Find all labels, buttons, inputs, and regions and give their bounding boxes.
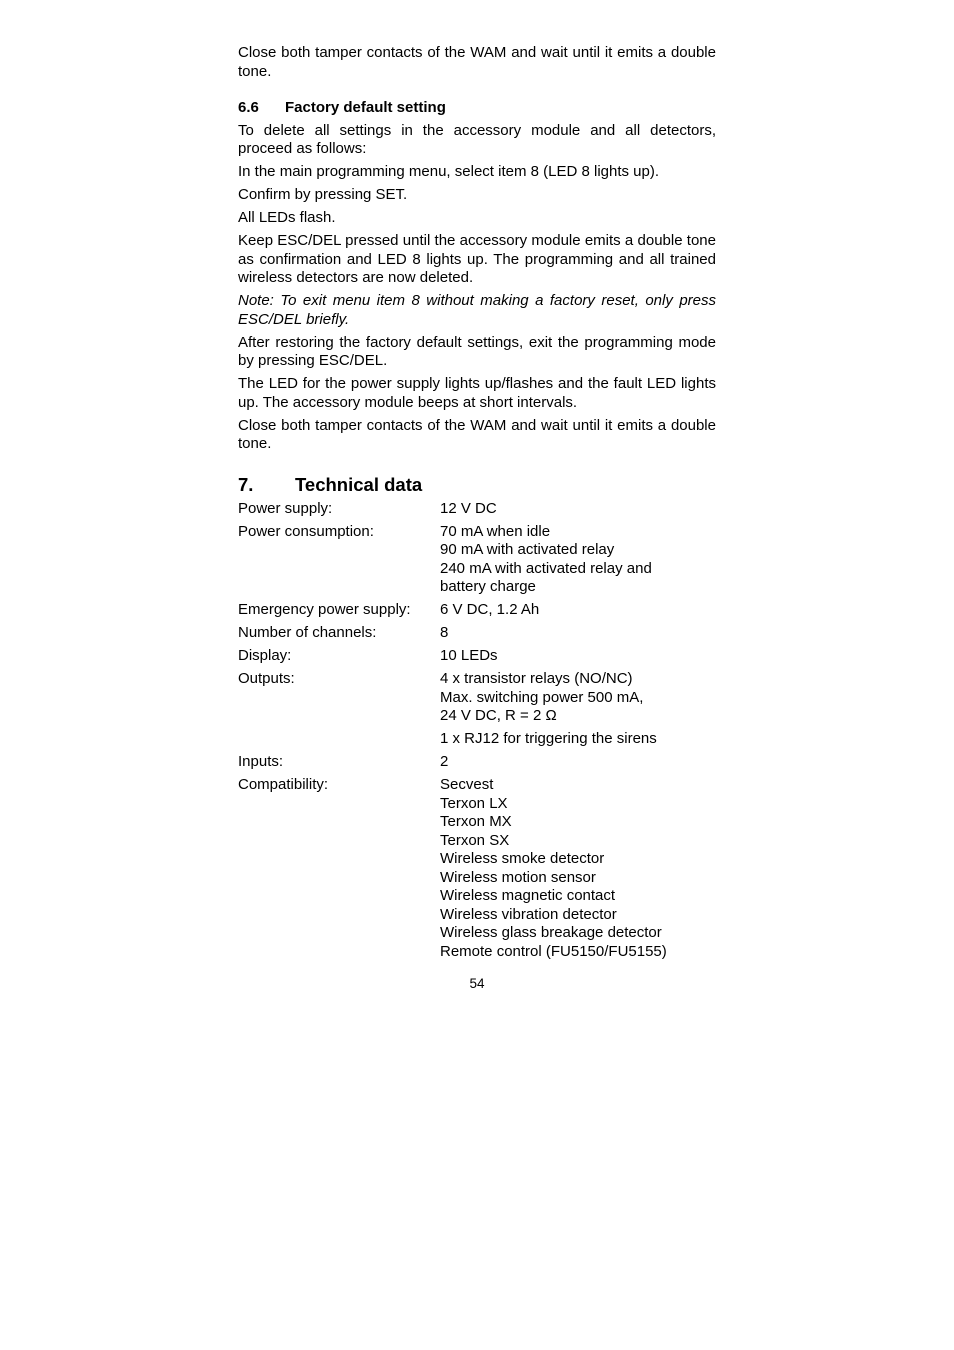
tech-value-line: Secvest (440, 776, 494, 793)
chapter-title: Technical data (295, 473, 423, 495)
tech-row (238, 776, 716, 961)
page-number: 54 (469, 976, 485, 991)
tech-label: Display: (238, 647, 292, 664)
tech-value (440, 601, 716, 620)
tech-value-line: 2 (440, 753, 449, 770)
tech-label: Number of channels: (238, 624, 377, 641)
tech-label: Compatibility: (238, 776, 329, 793)
tech-value-line: Remote control (FU5150/FU5155) (440, 942, 667, 960)
tech-row (238, 523, 716, 597)
tech-value-line: Terxon LX (440, 794, 508, 812)
tech-label: Emergency power supply: (238, 601, 411, 618)
tech-value (440, 776, 716, 961)
tech-row (238, 647, 716, 666)
tech-value-line: battery charge (440, 578, 536, 595)
tech-value (440, 753, 716, 772)
tech-value (440, 647, 716, 666)
tech-value (440, 624, 716, 643)
chapter-number: 7. (238, 473, 254, 495)
tech-value (440, 500, 716, 519)
tech-label: Outputs: (238, 670, 295, 687)
tech-value-line: Terxon MX (440, 813, 512, 830)
tech-value-line: Wireless magnetic contact (440, 887, 616, 904)
paragraph: Keep ESC/DEL pressed until the accessory module emits a double tone as confirmation and LED 8 lights up. The programming and all trained wireless detectors are now deleted. (238, 232, 716, 286)
tech-value-line: Wireless vibration detector (440, 905, 617, 923)
tech-value-line: 6 V DC, 1.2 Ah (440, 601, 540, 618)
intro-paragraph: Close both tamper contacts of the WAM and wait until it emits a double tone. (238, 44, 716, 80)
page-content (238, 44, 716, 966)
paragraph: In the main programming menu, select item 8 (LED 8 lights up). (238, 163, 660, 180)
tech-value-line: 12 V DC (440, 499, 497, 517)
tech-value-line: 70 mA when idle (440, 522, 551, 540)
tech-value-line: 90 mA with activated relay (440, 541, 615, 558)
section-heading-6-6 (238, 99, 716, 118)
paragraph: To delete all settings in the accessory module and all detectors, proceed as follows: (238, 121, 716, 157)
tech-value-line: 8 (440, 624, 449, 641)
tech-label: Power consumption: (238, 522, 374, 540)
tech-value-line: Wireless motion sensor (440, 868, 596, 886)
tech-row (238, 670, 716, 749)
tech-value-line: 10 LEDs (440, 647, 498, 664)
technical-data-table (238, 500, 716, 962)
tech-label: Power supply: (238, 499, 333, 517)
tech-value-line: Wireless glass breakage detector (440, 924, 662, 941)
tech-value-line: 1 x RJ12 for triggering the sirens (440, 730, 657, 747)
paragraph: The LED for the power supply lights up/flashes and the fault LED lights up. The accessory module beeps at short intervals. (238, 375, 716, 411)
paragraph: Confirm by pressing SET. (238, 186, 408, 203)
tech-row (238, 500, 716, 519)
tech-row (238, 753, 716, 772)
tech-row (238, 624, 716, 643)
tech-value-line: Wireless smoke detector (440, 850, 605, 867)
tech-value (440, 523, 716, 597)
section-title: Factory default setting (285, 99, 446, 116)
section-number: 6.6 (238, 99, 259, 116)
tech-row (238, 601, 716, 620)
paragraph: After restoring the factory default settings, exit the programming mode by pressing ESC/DEL. (238, 333, 716, 369)
chapter-heading-7 (238, 474, 716, 496)
note-paragraph: Note: To exit menu item 8 without making a factory reset, only press ESC/DEL briefly. (238, 292, 716, 328)
paragraph: Close both tamper contacts of the WAM and wait until it emits a double tone. (238, 416, 716, 452)
tech-value (440, 670, 716, 749)
tech-value-line: 240 mA with activated relay and (440, 559, 652, 577)
paragraph: All LEDs flash. (238, 209, 336, 226)
tech-label: Inputs: (238, 753, 284, 770)
tech-value-line: 24 V DC, R = 2 Ω (440, 707, 557, 724)
tech-value-line: 4 x transistor relays (NO/NC) (440, 670, 633, 687)
tech-value-line: Terxon SX (440, 831, 510, 849)
tech-value-line: Max. switching power 500 mA, (440, 688, 644, 706)
